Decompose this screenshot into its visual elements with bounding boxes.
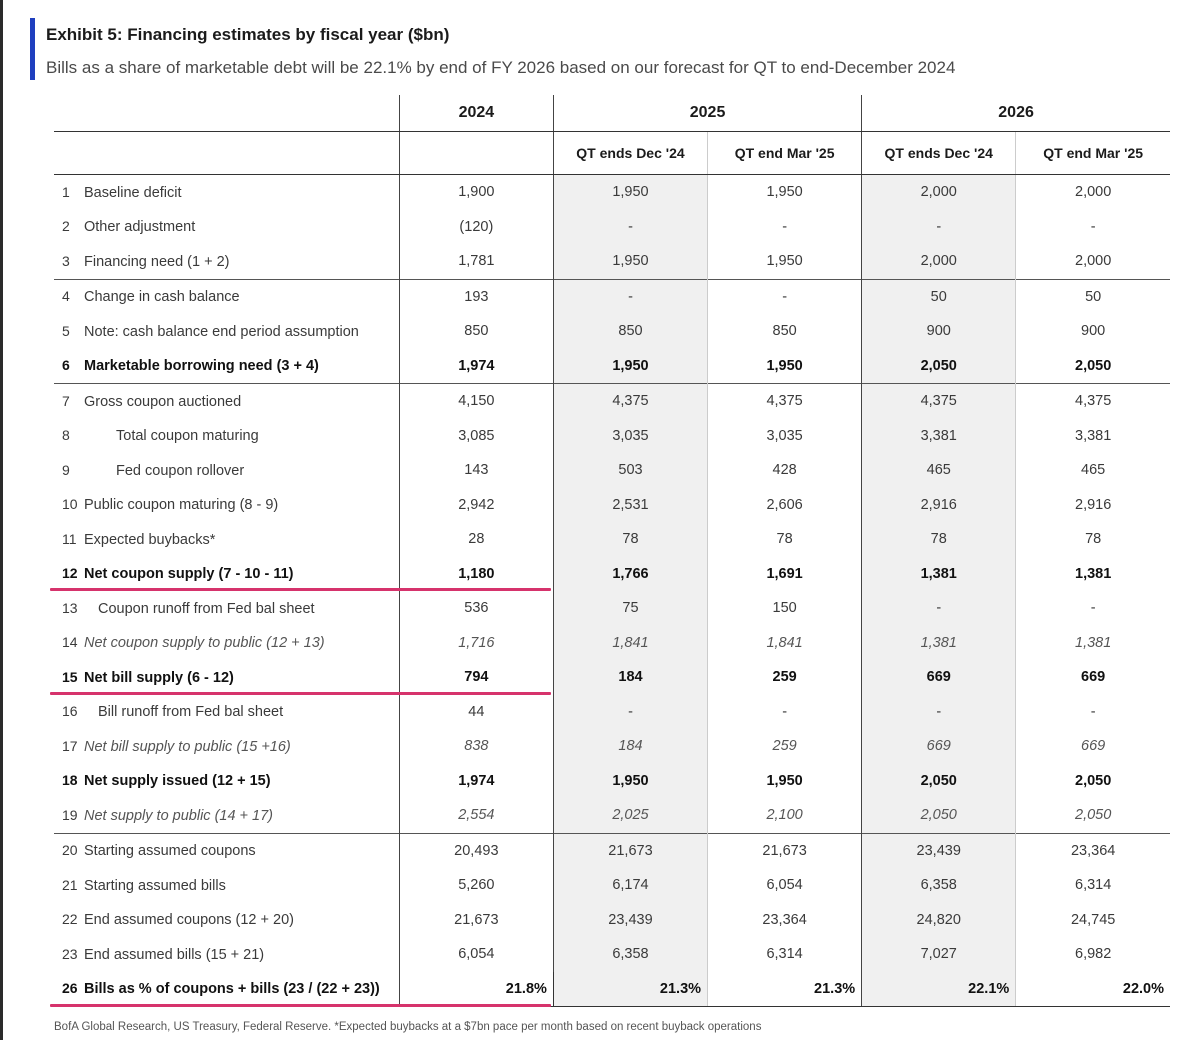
- financing-table-container: [54, 95, 1170, 1007]
- table-cell: 669: [1016, 729, 1170, 764]
- row-number: 16: [62, 703, 78, 720]
- table-cell: 900: [1016, 314, 1170, 349]
- table-cell: 50: [862, 279, 1016, 314]
- table-cell: 1,841: [708, 626, 862, 661]
- row-label-text: End assumed bills (15 + 21): [84, 946, 265, 963]
- table-row: [54, 453, 1170, 488]
- table-cell: 6,174: [553, 868, 707, 903]
- table-cell: 4,375: [553, 384, 707, 419]
- table-cell: 1,950: [708, 764, 862, 799]
- row-label-text: End assumed coupons (12 + 20): [84, 912, 294, 929]
- table-cell: -: [862, 591, 1016, 626]
- header-blank: [54, 132, 399, 175]
- table-cell: 22.1%: [862, 972, 1016, 1007]
- table-cell: 4,375: [1016, 384, 1170, 419]
- row-label: [54, 972, 399, 1007]
- row-number: 17: [62, 737, 78, 754]
- table-cell: 1,950: [553, 764, 707, 799]
- table-cell: -: [1016, 210, 1170, 245]
- table-cell: 21,673: [399, 903, 553, 938]
- row-label-text: Baseline deficit: [84, 184, 182, 201]
- table-cell: 1,950: [553, 244, 707, 279]
- table-cell: 193: [399, 279, 553, 314]
- table-cell: 850: [708, 314, 862, 349]
- table-cell: -: [553, 279, 707, 314]
- table-cell: 21.3%: [553, 972, 707, 1007]
- table-cell: 669: [1016, 660, 1170, 695]
- row-label: [54, 798, 399, 833]
- table-cell: 2,916: [1016, 488, 1170, 523]
- table-cell: 78: [708, 522, 862, 557]
- table-cell: 2,050: [862, 349, 1016, 384]
- row-label-text: Net bill supply to public (15 +16): [84, 738, 291, 755]
- table-row: [54, 695, 1170, 730]
- row-label-text: Starting assumed coupons: [84, 843, 256, 860]
- row-label-text: Expected buybacks*: [84, 531, 216, 548]
- table-cell: 1,950: [553, 349, 707, 384]
- row-number: 8: [62, 427, 70, 444]
- row-label: [54, 833, 399, 868]
- table-cell: 75: [553, 591, 707, 626]
- table-cell: 3,035: [553, 419, 707, 454]
- row-label: [54, 279, 399, 314]
- table-cell: 1,381: [1016, 557, 1170, 592]
- table-cell: 24,745: [1016, 903, 1170, 938]
- table-cell: 78: [862, 522, 1016, 557]
- table-cell: 6,054: [399, 937, 553, 972]
- table-cell: 2,050: [1016, 798, 1170, 833]
- table-cell: 428: [708, 453, 862, 488]
- row-label-text: Change in cash balance: [84, 289, 240, 306]
- table-cell: 78: [553, 522, 707, 557]
- table-cell: 1,180: [399, 557, 553, 592]
- scenario-header: QT ends Dec '24: [862, 132, 1016, 175]
- row-label-text: Net coupon supply to public (12 + 13): [84, 635, 325, 652]
- scenario-header-blank: [399, 132, 553, 175]
- table-cell: -: [553, 210, 707, 245]
- table-row: [54, 210, 1170, 245]
- table-row: [54, 764, 1170, 799]
- row-label-text: Gross coupon auctioned: [84, 393, 242, 410]
- table-cell: 6,358: [553, 937, 707, 972]
- table-cell: 503: [553, 453, 707, 488]
- row-label: [54, 729, 399, 764]
- exhibit-subtitle: Bills as a share of marketable debt will be 22.1% by end of FY 2026 based on our forecast for QT to end-December 2024: [46, 58, 956, 77]
- row-label-text: Other adjustment: [84, 219, 196, 236]
- table-cell: 21,673: [708, 833, 862, 868]
- row-number: 26: [62, 980, 78, 997]
- table-row: [54, 279, 1170, 314]
- year-header-2026: 2026: [862, 95, 1170, 132]
- table-row: [54, 557, 1170, 592]
- highlight-underline: [50, 1004, 551, 1007]
- row-label: [54, 453, 399, 488]
- row-label: [54, 695, 399, 730]
- row-number: 2: [62, 218, 70, 235]
- table-cell: 2,000: [1016, 175, 1170, 210]
- row-label: [54, 557, 399, 592]
- row-number: 21: [62, 876, 78, 893]
- row-number: 9: [62, 461, 70, 478]
- table-cell: 259: [708, 729, 862, 764]
- row-number: 7: [62, 392, 70, 409]
- row-label: [54, 660, 399, 695]
- table-row: [54, 626, 1170, 661]
- row-number: 6: [62, 357, 70, 374]
- table-cell: 22.0%: [1016, 972, 1170, 1007]
- table-cell: 1,691: [708, 557, 862, 592]
- row-number: 10: [62, 496, 78, 513]
- table-cell: -: [1016, 695, 1170, 730]
- row-label-text: Starting assumed bills: [84, 877, 226, 894]
- table-cell: 1,900: [399, 175, 553, 210]
- table-cell: 28: [399, 522, 553, 557]
- scenario-header: QT end Mar '25: [708, 132, 862, 175]
- table-cell: 6,314: [1016, 868, 1170, 903]
- scenario-header-row: [54, 132, 1170, 175]
- row-label: [54, 591, 399, 626]
- row-label: [54, 349, 399, 384]
- table-cell: 465: [1016, 453, 1170, 488]
- table-cell: -: [708, 279, 862, 314]
- table-cell: 259: [708, 660, 862, 695]
- table-cell: 3,381: [862, 419, 1016, 454]
- table-cell: 2,531: [553, 488, 707, 523]
- table-cell: 6,982: [1016, 937, 1170, 972]
- exhibit-title: Exhibit 5: Financing estimates by fiscal year ($bn): [46, 25, 450, 44]
- row-number: 23: [62, 945, 78, 962]
- row-number: 11: [62, 530, 77, 547]
- table-cell: 23,364: [708, 903, 862, 938]
- table-cell: 2,916: [862, 488, 1016, 523]
- table-cell: 536: [399, 591, 553, 626]
- table-cell: 5,260: [399, 868, 553, 903]
- table-row: [54, 419, 1170, 454]
- table-row: [54, 798, 1170, 833]
- table-cell: 6,054: [708, 868, 862, 903]
- table-cell: 2,050: [862, 764, 1016, 799]
- table-cell: -: [708, 695, 862, 730]
- row-number: 1: [62, 183, 70, 200]
- table-cell: 2,100: [708, 798, 862, 833]
- table-cell: 1,841: [553, 626, 707, 661]
- row-label-text: Net bill supply (6 - 12): [84, 669, 234, 686]
- table-row: [54, 522, 1170, 557]
- row-number: 4: [62, 288, 70, 305]
- row-number: 12: [62, 565, 78, 582]
- row-label: [54, 384, 399, 419]
- row-label-text: Fed coupon rollover: [116, 462, 245, 479]
- table-cell: 1,381: [862, 626, 1016, 661]
- table-cell: 2,000: [1016, 244, 1170, 279]
- highlight-underline: [50, 588, 551, 591]
- table-cell: 850: [399, 314, 553, 349]
- table-cell: 2,050: [1016, 764, 1170, 799]
- table-cell: 184: [553, 729, 707, 764]
- table-cell: 23,439: [862, 833, 1016, 868]
- table-cell: 7,027: [862, 937, 1016, 972]
- table-cell: 1,974: [399, 349, 553, 384]
- exhibit-accent-bar: [30, 18, 35, 80]
- row-label-text: Coupon runoff from Fed bal sheet: [98, 600, 315, 617]
- row-number: 13: [62, 599, 78, 616]
- table-cell: 1,781: [399, 244, 553, 279]
- row-number: 22: [62, 911, 78, 928]
- row-label-text: Net supply issued (12 + 15): [84, 773, 271, 790]
- row-label: [54, 626, 399, 661]
- table-cell: 6,358: [862, 868, 1016, 903]
- row-label: [54, 522, 399, 557]
- table-cell: 78: [1016, 522, 1170, 557]
- row-number: 19: [62, 806, 78, 823]
- table-cell: 1,381: [862, 557, 1016, 592]
- row-label: [54, 175, 399, 210]
- table-cell: 1,950: [708, 175, 862, 210]
- table-cell: 1,381: [1016, 626, 1170, 661]
- table-cell: 465: [862, 453, 1016, 488]
- table-cell: -: [862, 695, 1016, 730]
- row-label: [54, 419, 399, 454]
- table-cell: 2,000: [862, 244, 1016, 279]
- row-label-text: Marketable borrowing need (3 + 4): [84, 358, 319, 375]
- table-cell: 23,439: [553, 903, 707, 938]
- table-cell: 150: [708, 591, 862, 626]
- table-cell: 21.8%: [399, 972, 553, 1007]
- table-row: [54, 868, 1170, 903]
- row-label: [54, 764, 399, 799]
- table-cell: 3,085: [399, 419, 553, 454]
- table-cell: 21,673: [553, 833, 707, 868]
- row-label: [54, 210, 399, 245]
- table-cell: 21.3%: [708, 972, 862, 1007]
- table-cell: 4,375: [708, 384, 862, 419]
- table-cell: 1,950: [708, 244, 862, 279]
- table-row: [54, 349, 1170, 384]
- table-row: [54, 314, 1170, 349]
- scenario-header: QT ends Dec '24: [553, 132, 707, 175]
- table-cell: -: [1016, 591, 1170, 626]
- table-cell: 24,820: [862, 903, 1016, 938]
- table-cell: 900: [862, 314, 1016, 349]
- source-footnote: BofA Global Research, US Treasury, Federal Reserve. *Expected buybacks at a $7bn pace per month based on recent buyback operations: [54, 1021, 762, 1033]
- table-cell: 2,554: [399, 798, 553, 833]
- table-cell: 2,000: [862, 175, 1016, 210]
- row-number: 18: [62, 772, 78, 789]
- table-cell: 1,950: [553, 175, 707, 210]
- table-row: [54, 903, 1170, 938]
- table-cell: 1,716: [399, 626, 553, 661]
- table-cell: 1,766: [553, 557, 707, 592]
- row-number: 14: [62, 634, 78, 651]
- row-label-text: Financing need (1 + 2): [84, 253, 230, 270]
- table-row: [54, 591, 1170, 626]
- row-number: 15: [62, 668, 78, 685]
- row-number: 5: [62, 322, 70, 339]
- row-number: 20: [62, 842, 78, 859]
- table-row: [54, 244, 1170, 279]
- table-cell: 2,606: [708, 488, 862, 523]
- row-label: [54, 314, 399, 349]
- table-cell: 44: [399, 695, 553, 730]
- table-cell: 184: [553, 660, 707, 695]
- table-row: [54, 833, 1170, 868]
- table-row: [54, 660, 1170, 695]
- row-label-text: Net supply to public (14 + 17): [84, 807, 274, 824]
- table-cell: 838: [399, 729, 553, 764]
- table-row: [54, 175, 1170, 210]
- table-cell: 3,381: [1016, 419, 1170, 454]
- table-row: [54, 384, 1170, 419]
- table-cell: 1,950: [708, 349, 862, 384]
- table-cell: 1,974: [399, 764, 553, 799]
- table-cell: 669: [862, 729, 1016, 764]
- table-cell: (120): [399, 210, 553, 245]
- financing-estimates-table: [54, 95, 1170, 1007]
- highlight-underline: [50, 692, 551, 695]
- table-cell: 2,050: [862, 798, 1016, 833]
- table-cell: 23,364: [1016, 833, 1170, 868]
- table-cell: 2,942: [399, 488, 553, 523]
- row-label-text: Net coupon supply (7 - 10 - 11): [84, 566, 294, 583]
- table-row: [54, 729, 1170, 764]
- table-row: [54, 488, 1170, 523]
- table-cell: 794: [399, 660, 553, 695]
- table-cell: 2,050: [1016, 349, 1170, 384]
- table-cell: 4,150: [399, 384, 553, 419]
- row-label-text: Total coupon maturing: [116, 428, 259, 445]
- row-number: 3: [62, 252, 70, 269]
- table-cell: 2,025: [553, 798, 707, 833]
- header-blank: [54, 95, 399, 132]
- year-header-2025: 2025: [553, 95, 861, 132]
- scenario-header: QT end Mar '25: [1016, 132, 1170, 175]
- table-cell: 6,314: [708, 937, 862, 972]
- row-label: [54, 488, 399, 523]
- table-row: [54, 937, 1170, 972]
- table-cell: 4,375: [862, 384, 1016, 419]
- table-cell: -: [708, 210, 862, 245]
- row-label-text: Bill runoff from Fed bal sheet: [98, 704, 284, 721]
- row-label: [54, 244, 399, 279]
- row-label: [54, 868, 399, 903]
- table-cell: 669: [862, 660, 1016, 695]
- year-header-2024: 2024: [399, 95, 553, 132]
- table-cell: 50: [1016, 279, 1170, 314]
- row-label: [54, 903, 399, 938]
- table-cell: 20,493: [399, 833, 553, 868]
- year-header-row: [54, 95, 1170, 132]
- row-label-text: Bills as % of coupons + bills (23 / (22 + 23)): [84, 981, 380, 998]
- row-label-text: Note: cash balance end period assumption: [84, 323, 359, 340]
- table-cell: -: [553, 695, 707, 730]
- table-cell: 143: [399, 453, 553, 488]
- row-label-text: Public coupon maturing (8 - 9): [84, 497, 279, 514]
- row-label: [54, 937, 399, 972]
- table-cell: 3,035: [708, 419, 862, 454]
- table-row: [54, 972, 1170, 1007]
- table-cell: 850: [553, 314, 707, 349]
- table-cell: -: [862, 210, 1016, 245]
- left-edge-rule: [0, 0, 3, 1040]
